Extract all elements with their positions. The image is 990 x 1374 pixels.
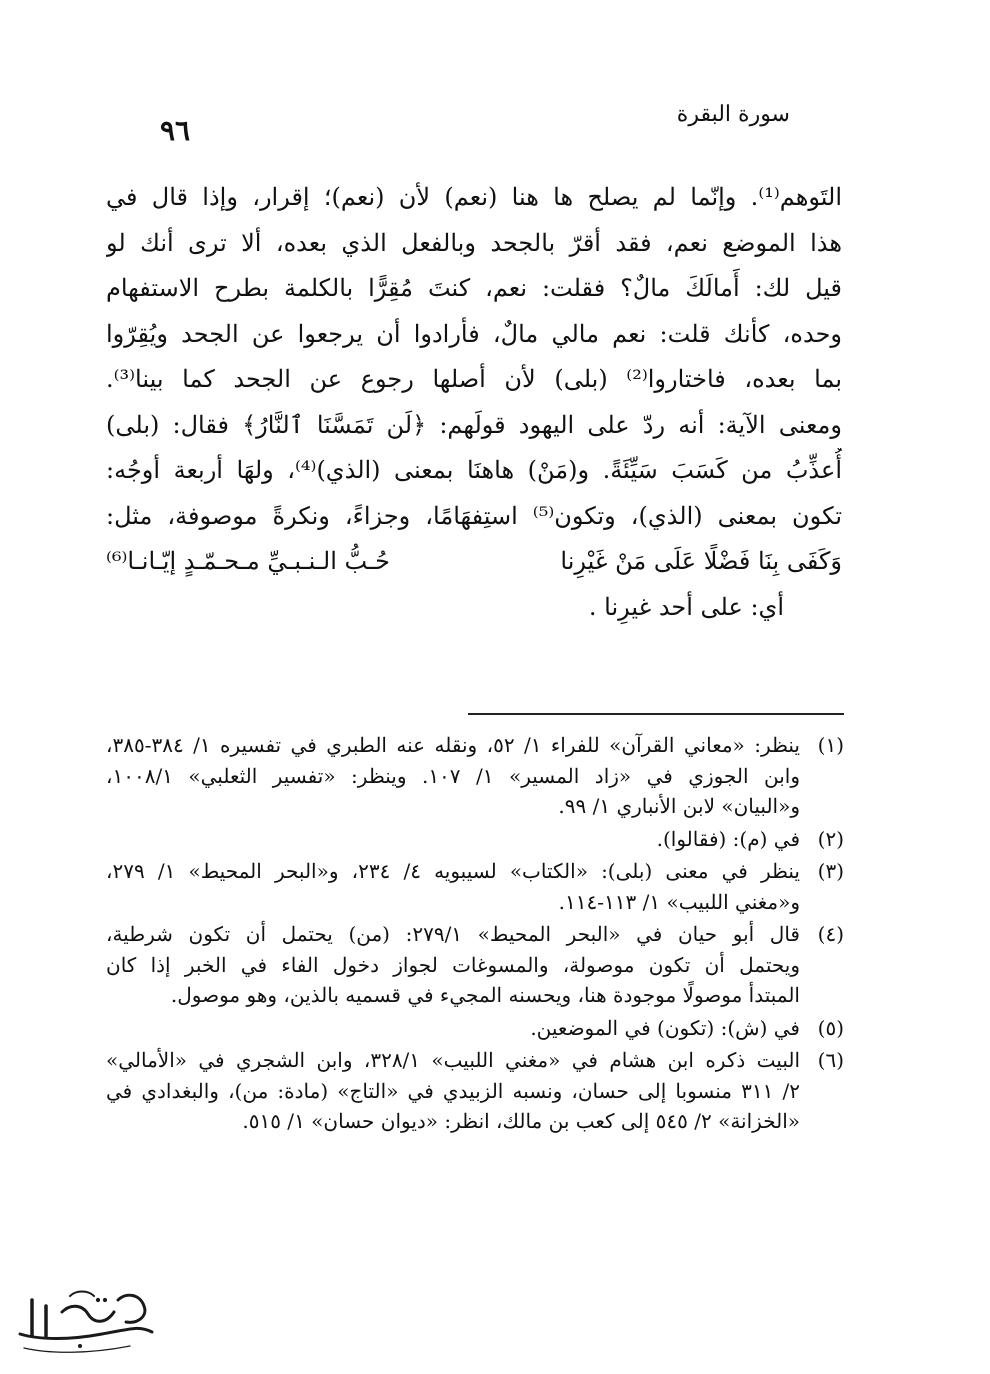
text-line: تكون بمعنى (الذي)، وتكون⁽⁵⁾ استِفهَامًا، وجزاءً، ونكرةً موصوفة، مثل: xyxy=(106,501,842,530)
footnote-number: (٤) xyxy=(817,922,844,946)
footnote-line: قال أبو حيان في «البحر المحيط» ٢٧٩/١: (من) يحتمل أن تكون شرطية، xyxy=(106,922,800,946)
footnote-text xyxy=(106,919,800,1011)
footnote xyxy=(106,824,844,855)
footnote-line: ينظر: «معاني القرآن» للفراء ١/ ٥٢، ونقله عنه الطبري في تفسيره ١/ ٣٨٤-٣٨٥، xyxy=(106,733,800,757)
footnote-line: ينظر في معنى (بلى): «الكتاب» لسيبويه ٤/ ٢٣٤، و«البحر المحيط» ١/ ٢٧٩، xyxy=(106,859,800,883)
page-header xyxy=(160,96,790,146)
footnote-number: (٦) xyxy=(817,1048,844,1072)
footnote xyxy=(106,856,844,917)
footnote-line: ويحتمل أن تكون موصولة، والمسوغات لجواز دخول الفاء في الخبر إذا كان xyxy=(106,952,800,977)
footnote xyxy=(106,730,844,822)
text-line: التَوهم⁽¹⁾. وإنّما لم يصلح ها هنا (نعم) لأن (نعم)؛ إقرار، وإذا قال في xyxy=(106,183,842,211)
verse-first-hemistich: وَكَفَى بِنَا فَضْلًا عَلَى مَنْ غَيْرِنا xyxy=(560,547,842,575)
text-line: قيل لك: أَمالَكَ مالٌ؟ فقلت: نعم، كنتَ مُقِرًّا بالكلمة بطرح الاستفهام xyxy=(106,274,842,302)
footnote xyxy=(106,1013,844,1044)
footnote-number: (٢) xyxy=(817,826,844,851)
footnote-text xyxy=(106,824,800,855)
footnote-number: (٥) xyxy=(817,1015,844,1040)
text-line-last: أي: على أحد غيرِنا . xyxy=(588,592,784,621)
footnote-number: (٣) xyxy=(817,859,844,883)
poetry-verse xyxy=(106,539,842,585)
footnote-line: المبتدأ موصولًا موجودة هنا، ويحسنه المجيء في قسميه بالذين، وهو موصول. xyxy=(170,983,800,1007)
footnote-line: «الخزانة» ٢/ ٥٤٥ إلى كعب بن مالك، انظر: «ديوان حسان» ١/ ٥١٥. xyxy=(242,1109,800,1133)
text-line: بما بعده، فاختاروا⁽²⁾ (بلى) لأن أصلها رجوع عن الجحد كما بينا⁽³⁾. xyxy=(106,365,842,393)
footnote-separator xyxy=(468,713,844,715)
footnote-number: (١) xyxy=(817,733,844,757)
footnotes-section xyxy=(106,730,844,1139)
footnote-text xyxy=(106,730,800,822)
verse-second-hemistich: حُـبُّ الـنـبـيِّ مـحـمّـدٍ إيّـانـا⁽⁶⁾ xyxy=(106,547,390,575)
surah-title: سورة البقرة xyxy=(676,102,790,127)
page-number: ٩٦ xyxy=(160,114,191,147)
footnote-line: ٢/ ٣١١ منسوبا إلى حسان، ونسبه الزبيدي في «التاج» (مادة: من)، والبغدادي في xyxy=(106,1078,800,1103)
footnote-line: في (ش): (تكون) في الموضعين. xyxy=(530,1015,800,1040)
text-line: أُعذِّبُ من كَسَبَ سَيِّئَةً. و(مَنْ) هاهنَا بمعنى (الذي)⁽⁴⁾، ولهَا أربعة أوجُه: xyxy=(106,456,842,484)
footnote-line: في (م): (فقالوا). xyxy=(656,826,800,851)
footnote-text xyxy=(106,1013,800,1044)
footnote-line: و«البيان» لابن الأنباري ١/ ٩٩. xyxy=(558,794,800,818)
text-line: وحده، كأنك قلت: نعم مالي مالٌ، فأرادوا أن يرجعوا عن الجحد ويُقِرّوا xyxy=(106,319,842,348)
footnote-line: البيت ذكره ابن هشام في «مغني اللبيب» ٣٢٨/١، وابن الشجري في «الأمالي» xyxy=(106,1048,800,1072)
calligraphy-stamp-icon xyxy=(10,1282,160,1362)
footnote xyxy=(106,919,844,1011)
footnote-text xyxy=(106,856,800,917)
text-line: هذا الموضع نعم، فقد أقرّ بالجحد وبالفعل الذي بعده، ألا ترى أنك لو xyxy=(106,228,842,257)
text-line: ومعنى الآية: أنه ردّ على اليهود قولَهم: ﴿لَن تَمَسَّنَا ٱلنَّارُ﴾ فقال: (بلى) xyxy=(106,410,842,439)
footnote xyxy=(106,1045,844,1137)
footnote-text xyxy=(106,1045,800,1137)
main-text xyxy=(106,175,842,630)
footnote-line: وابن الجوزي في «زاد المسير» ١/ ١٠٧. وينظر: «تفسير الثعلبي» ١٠٠٨/١، xyxy=(106,763,800,788)
footnote-line: و«مغني اللبيب» ١/ ١١٣-١١٤. xyxy=(558,889,800,914)
